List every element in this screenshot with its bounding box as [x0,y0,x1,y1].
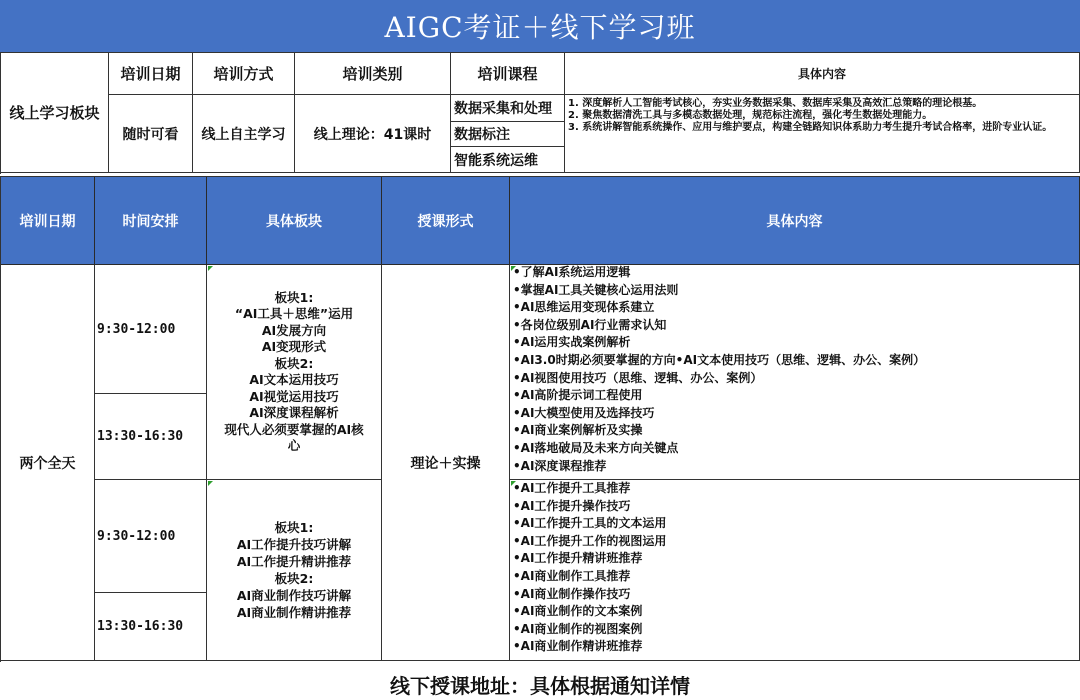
online-course-3: 智能系统运维 [451,147,565,173]
content-item: •AI工作提升操作技巧 [513,498,631,513]
content-item: •AI工作提升工具推荐 [513,481,631,495]
content-item: •AI大模型使用及选择技巧 [513,405,655,420]
online-category: 线上理论：41课时 [295,95,451,173]
online-content-line-3: 3. 系统讲解智能系统操作、应用与维护要点，构建全链路知识体系助力考生提升考试合格率，进阶专业认证。 [568,122,1053,133]
time-slot-3: 9:30-12:00 [95,480,207,593]
online-header-category: 培训类别 [295,53,451,95]
online-content-line-2: 2. 聚焦数据清洗工具与多模态数据处理，规范标注流程，强化考生数据处理能力。 [568,110,933,121]
cell-marker-2 [208,481,213,486]
online-course-1: 数据采集和处理 [451,95,565,122]
offline-header-time: 时间安排 [95,177,207,265]
online-header-course: 培训课程 [451,53,565,95]
online-header-method: 培训方式 [193,53,295,95]
online-course-2: 数据标注 [451,122,565,147]
online-content-line-1: 1. 深度解析人工智能考试核心，夯实业务数据采集、数据库采集及高效汇总策略的理论根基。 [568,98,983,109]
content-item: •掌握AI工具关键核心运用法则 [513,282,679,297]
content-item: •了解AI系统运用逻辑 [513,265,631,279]
time-slot-4: 13:30-16:30 [95,593,207,661]
content-item: •AI工作提升工具的文本运用 [513,516,667,531]
footer-address: 线下授课地址：具体根据通知详情 [390,673,690,698]
offline-header-block: 具体板块 [207,177,382,265]
time-slot-2: 13:30-16:30 [95,394,207,480]
content-item: •AI运用实战案例解析 [513,335,631,350]
content-item: •AI深度课程推荐 [513,458,607,473]
content-item: •AI商业案例解析及实操 [513,423,643,438]
offline-header-date: 培训日期 [1,177,95,265]
page-title: AIGC考证＋线下学习班 [0,0,1080,52]
content-item: •AI3.0时期必须要掌握的方向•AI文本使用技巧（思维、逻辑、办公、案例） [513,352,926,367]
content-day-1-list [510,264,1075,476]
content-item: •AI工作提升工作的视图运用 [513,533,667,548]
online-date: 随时可看 [109,95,193,173]
content-item: •AI思维运用变现体系建立 [513,300,655,315]
online-header-content: 具体内容 [565,53,1080,95]
offline-header-form: 授课形式 [382,177,510,265]
content-item: •AI高阶提示词工程使用 [513,388,643,403]
offline-date: 两个全天 [1,265,95,661]
content-item: •AI视图使用技巧（思维、逻辑、办公、案例） [513,370,763,385]
online-section-label: 线上学习板块 [1,53,109,173]
block-day-2: 板块1: AI工作提升技巧讲解 AI工作提升精讲推荐 板块2: AI商业制作技巧讲解 AI商业制作精讲推荐 [207,480,382,661]
cell-marker-1 [208,266,213,271]
online-header-date: 培训日期 [109,53,193,95]
offline-form: 理论＋实操 [382,265,510,661]
offline-header-content: 具体内容 [510,177,1080,265]
content-item: •AI落地破局及未来方向关键点 [513,440,679,455]
time-slot-1: 9:30-12:00 [95,265,207,394]
content-day-2-list [510,480,1075,658]
online-table [0,52,1080,174]
content-item: •AI商业制作的视图案例 [513,621,643,636]
block-day-1: 板块1: “AI工具＋思维”运用 AI发展方向 AI变现形式 板块2: AI文本运用技巧 AI视觉运用技巧 AI深度课程解析 现代人必须要掌握的AI核 心 [207,265,382,480]
online-method: 线上自主学习 [193,95,295,173]
content-item: •各岗位级别AI行业需求认知 [513,317,667,332]
online-content [565,95,1080,173]
content-item: •AI商业制作操作技巧 [513,586,631,601]
content-item: •AI工作提升精讲班推荐 [513,551,643,566]
content-item: •AI商业制作精讲班推荐 [513,639,643,654]
content-item: •AI商业制作工具推荐 [513,568,631,583]
content-item: •AI商业制作的文本案例 [513,604,643,619]
